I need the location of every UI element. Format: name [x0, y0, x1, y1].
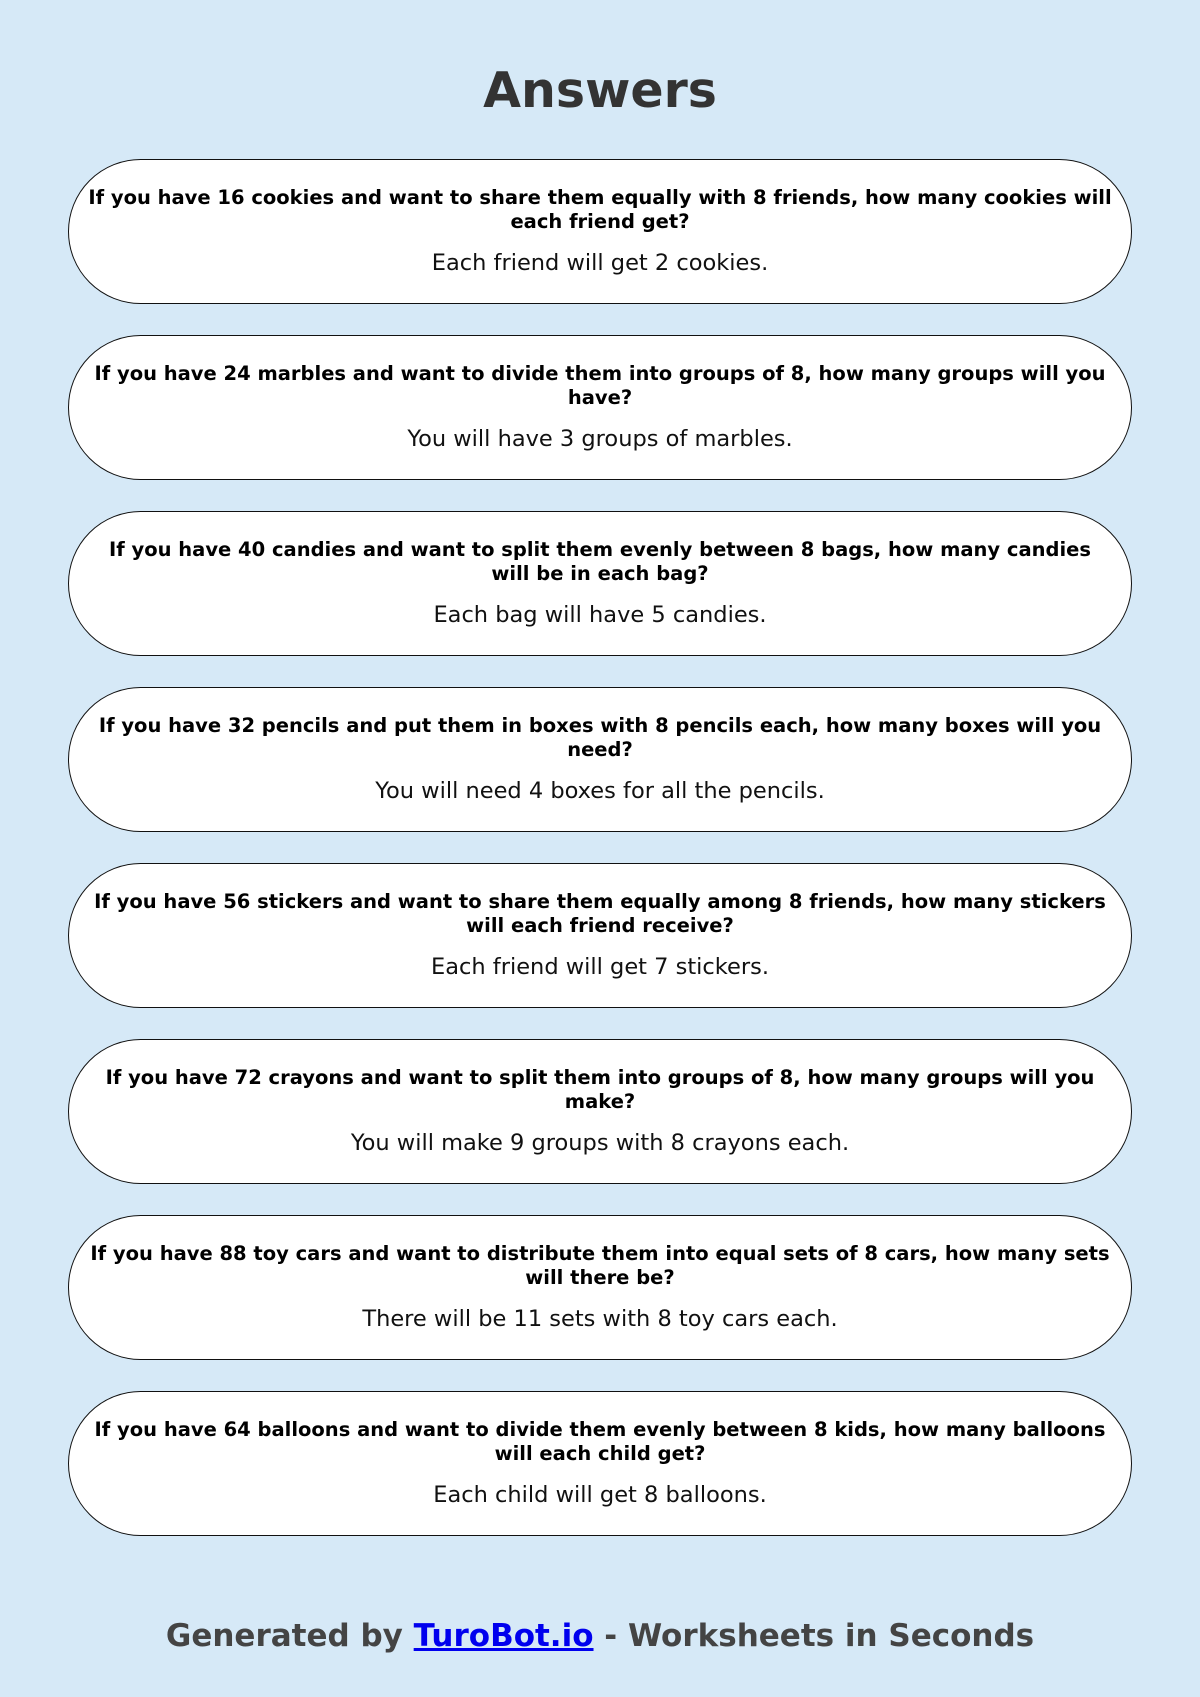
question-text: If you have 88 toy cars and want to distribute them into equal sets of 8 cars, how many sets will there be?: [90, 1242, 1110, 1289]
answer-text: You will have 3 groups of marbles.: [407, 426, 793, 452]
footer-suffix: - Worksheets in Seconds: [593, 1618, 1035, 1654]
answer-text: Each friend will get 7 stickers.: [431, 954, 769, 980]
answer-card: [68, 159, 1132, 304]
turobot-link[interactable]: TuroBot.io: [413, 1618, 594, 1654]
footer-prefix: Generated by: [165, 1618, 414, 1654]
question-text: If you have 56 stickers and want to share them equally among 8 friends, how many stickers will each friend receive?: [94, 890, 1106, 937]
answer-card: [68, 1039, 1132, 1184]
question-text: If you have 72 crayons and want to split them into groups of 8, how many groups will you make?: [105, 1066, 1095, 1113]
page-title: Answers: [483, 62, 717, 119]
answer-card: [68, 335, 1132, 480]
answer-card: [68, 1215, 1132, 1360]
question-text: If you have 64 balloons and want to divide them evenly between 8 kids, how many balloons will each child get?: [94, 1418, 1106, 1465]
answer-text: Each friend will get 2 cookies.: [431, 250, 769, 276]
footer: [0, 1619, 1200, 1653]
answer-text: Each child will get 8 balloons.: [433, 1482, 767, 1508]
question-text: If you have 24 marbles and want to divide them into groups of 8, how many groups will you have?: [94, 362, 1106, 409]
question-text: If you have 16 cookies and want to share them equally with 8 friends, how many cookies will each friend get?: [88, 186, 1112, 233]
answer-text: Each bag will have 5 candies.: [433, 602, 767, 628]
answer-text: There will be 11 sets with 8 toy cars each.: [362, 1306, 838, 1332]
answer-card: [68, 687, 1132, 832]
answer-card: [68, 511, 1132, 656]
answer-text: You will need 4 boxes for all the pencils.: [375, 778, 825, 804]
question-text: If you have 40 candies and want to split them evenly between 8 bags, how many candies will be in each bag?: [108, 538, 1092, 585]
answer-card: [68, 863, 1132, 1008]
answer-text: You will make 9 groups with 8 crayons each.: [350, 1130, 850, 1156]
answer-card: [68, 1391, 1132, 1536]
question-text: If you have 32 pencils and put them in boxes with 8 pencils each, how many boxes will you need?: [98, 714, 1102, 761]
answer-list: [68, 159, 1132, 1567]
